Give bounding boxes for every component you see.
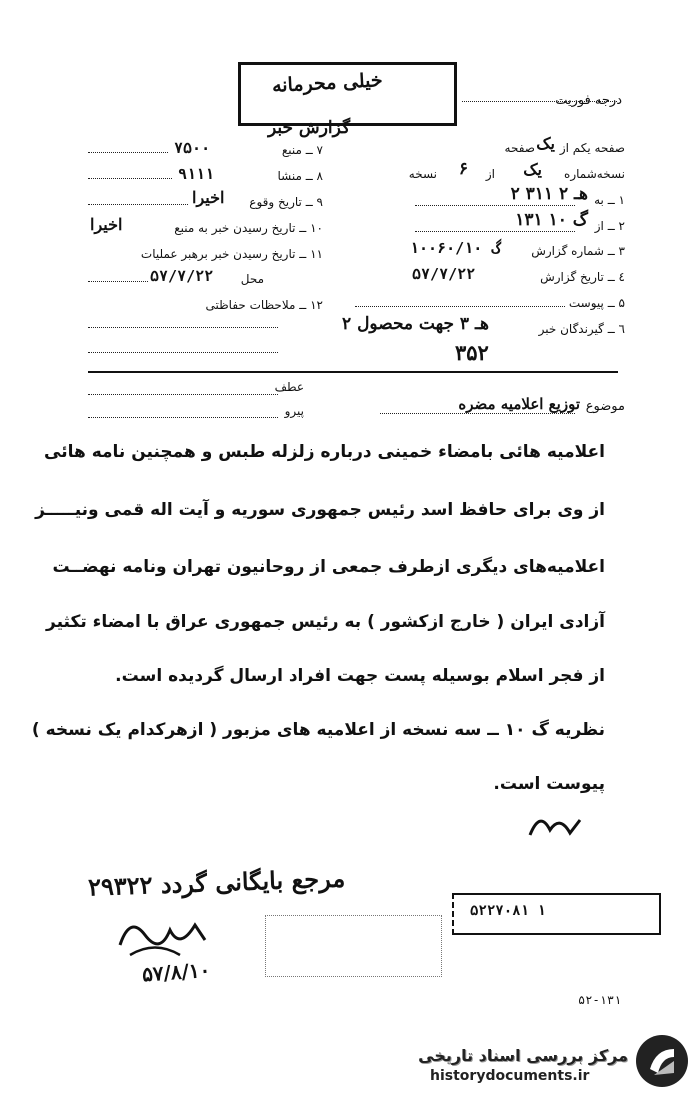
peyro-label: پیرو xyxy=(284,404,304,418)
form-title: گزارش خبر xyxy=(268,118,351,138)
from-label: ۲ ــ از xyxy=(594,219,625,233)
copy-number-mid: از xyxy=(485,167,495,181)
logo-icon xyxy=(636,1035,688,1087)
copy-number-value: یک xyxy=(523,160,542,179)
classification-stamp: خیلی محرمانه xyxy=(271,69,384,97)
event-date-label: ۹ ــ تاریخ وقوع xyxy=(249,195,323,209)
org-name: مرکز بررسی اسناد تاریخی xyxy=(418,1046,628,1065)
report-date-label: ٤ ــ تاریخ گزارش xyxy=(540,270,625,284)
to-label: ۱ ــ به xyxy=(594,193,625,207)
report-number-value: ۱۰۰۶۰/گ ۱۰ xyxy=(410,239,501,257)
body-line-5: از فجر اسلام بوسیله پست جهت افراد ارسال گردیده است. xyxy=(115,666,605,686)
initials-scribble xyxy=(520,805,590,845)
to-dotline xyxy=(415,205,575,206)
copy-number-label: نسخه‌شماره xyxy=(564,167,625,181)
subject-dotline xyxy=(380,413,575,414)
source-label: ۷ ــ منبع xyxy=(281,143,323,157)
archive-stamp-number: ۵۲۲۷۰۸۱ ۱ xyxy=(470,903,546,919)
security-notes-label: ۱۲ ــ ملاحظات حفاظتی xyxy=(205,298,323,312)
place-dotline xyxy=(88,281,148,282)
body-line-6: نظریه گ ۱۰ ــ سه نسخه از اعلامیه های مزبور ( ازهرکدام یک نسخه ) xyxy=(31,720,605,740)
source-dotline xyxy=(88,152,168,153)
report-date-value: ۵۷/۷/۲۲ xyxy=(412,265,476,283)
received-leader-label: ۱۱ ــ تاریخ رسیدن خبر برهبر عملیات xyxy=(140,247,323,261)
atf-dotline xyxy=(88,394,278,395)
place-value: ۵۷/۷/۲۲ xyxy=(150,267,214,285)
body-line-3: اعلامیه‌های دیگری ازطرف جمعی از روحانیون تهران ونامه نهضــت xyxy=(52,557,605,577)
place-label: محل xyxy=(240,272,264,286)
watermark-logo xyxy=(636,1035,688,1087)
recipients-label: ٦ ــ گیرندگان خبر xyxy=(538,322,625,336)
priority-label: درجه فوریت xyxy=(555,93,622,108)
page-label: صفحه یکم از xyxy=(559,141,625,155)
body-line-7: پیوست است. xyxy=(493,774,605,794)
security-dotline-1 xyxy=(88,327,278,328)
event-date-dotline xyxy=(88,204,188,205)
from-value: گ ۱۰ ۱۳۱ xyxy=(515,210,588,230)
copy-number-suffix: نسخه xyxy=(408,167,437,181)
received-source-value: اخیرا xyxy=(90,215,123,234)
security-dotline-2 xyxy=(88,352,278,353)
body-line-4: آزادی ایران ( خارج ازکشور ) به رئیس جمهوری عراق با امضاء تکثیر xyxy=(46,612,605,632)
body-line-2: از وی برای حافظ اسد رئیس جمهوری سوریه و آیت اله قمی ونیـــــز xyxy=(35,500,605,520)
report-number-label: ۳ ــ شماره گزارش xyxy=(531,244,625,258)
origin-value: ۹۱۱۱ xyxy=(178,165,215,183)
body-line-1: اعلامیه هائی بامضاء خمینی درباره زلزله طبس و همچنین نامه هائی xyxy=(44,442,605,462)
received-source-label: ۱۰ ــ تاریخ رسیدن خبر به منبع xyxy=(174,221,323,235)
from-dotline xyxy=(415,231,575,232)
source-value: ۷۵۰۰ xyxy=(174,139,211,157)
origin-dotline xyxy=(88,178,172,179)
signature-scribble xyxy=(110,905,220,965)
atf-label: عطف xyxy=(274,380,304,394)
handwritten-date: ۵۷/۸/۱۰ xyxy=(141,957,212,987)
attachment-dotline xyxy=(355,306,565,307)
event-date-value: اخیرا xyxy=(192,188,225,207)
page-value: یک xyxy=(536,134,555,153)
subject-value: توزیع اعلامیه مضره xyxy=(458,395,580,413)
priority-dotline xyxy=(462,101,617,102)
subject-label: موضوع xyxy=(585,399,625,414)
origin-label: ۸ ــ منشا xyxy=(277,169,323,183)
distribution-number: ۳۵۲ xyxy=(455,340,489,365)
handwritten-archive-note: ۲۹۳۲۲ مرجع بایگانی گردد xyxy=(87,863,346,902)
form-code: ۵۲-۱۳۱ xyxy=(578,993,622,1007)
recipients-value: ۲ هـ ۳ جهت محصول xyxy=(342,314,489,334)
website-link[interactable]: historydocuments.ir xyxy=(430,1068,590,1084)
page-suffix: صفحه xyxy=(504,141,535,155)
peyro-dotline xyxy=(88,417,278,418)
to-value: ۲ هـ ۲ ۳۱۱ xyxy=(510,184,588,204)
attachment-label: ۵ ــ پیوست xyxy=(568,296,625,310)
faint-stamp-box xyxy=(265,915,442,977)
copy-number-total: ۶ xyxy=(458,159,468,179)
separator-rule xyxy=(88,371,618,373)
